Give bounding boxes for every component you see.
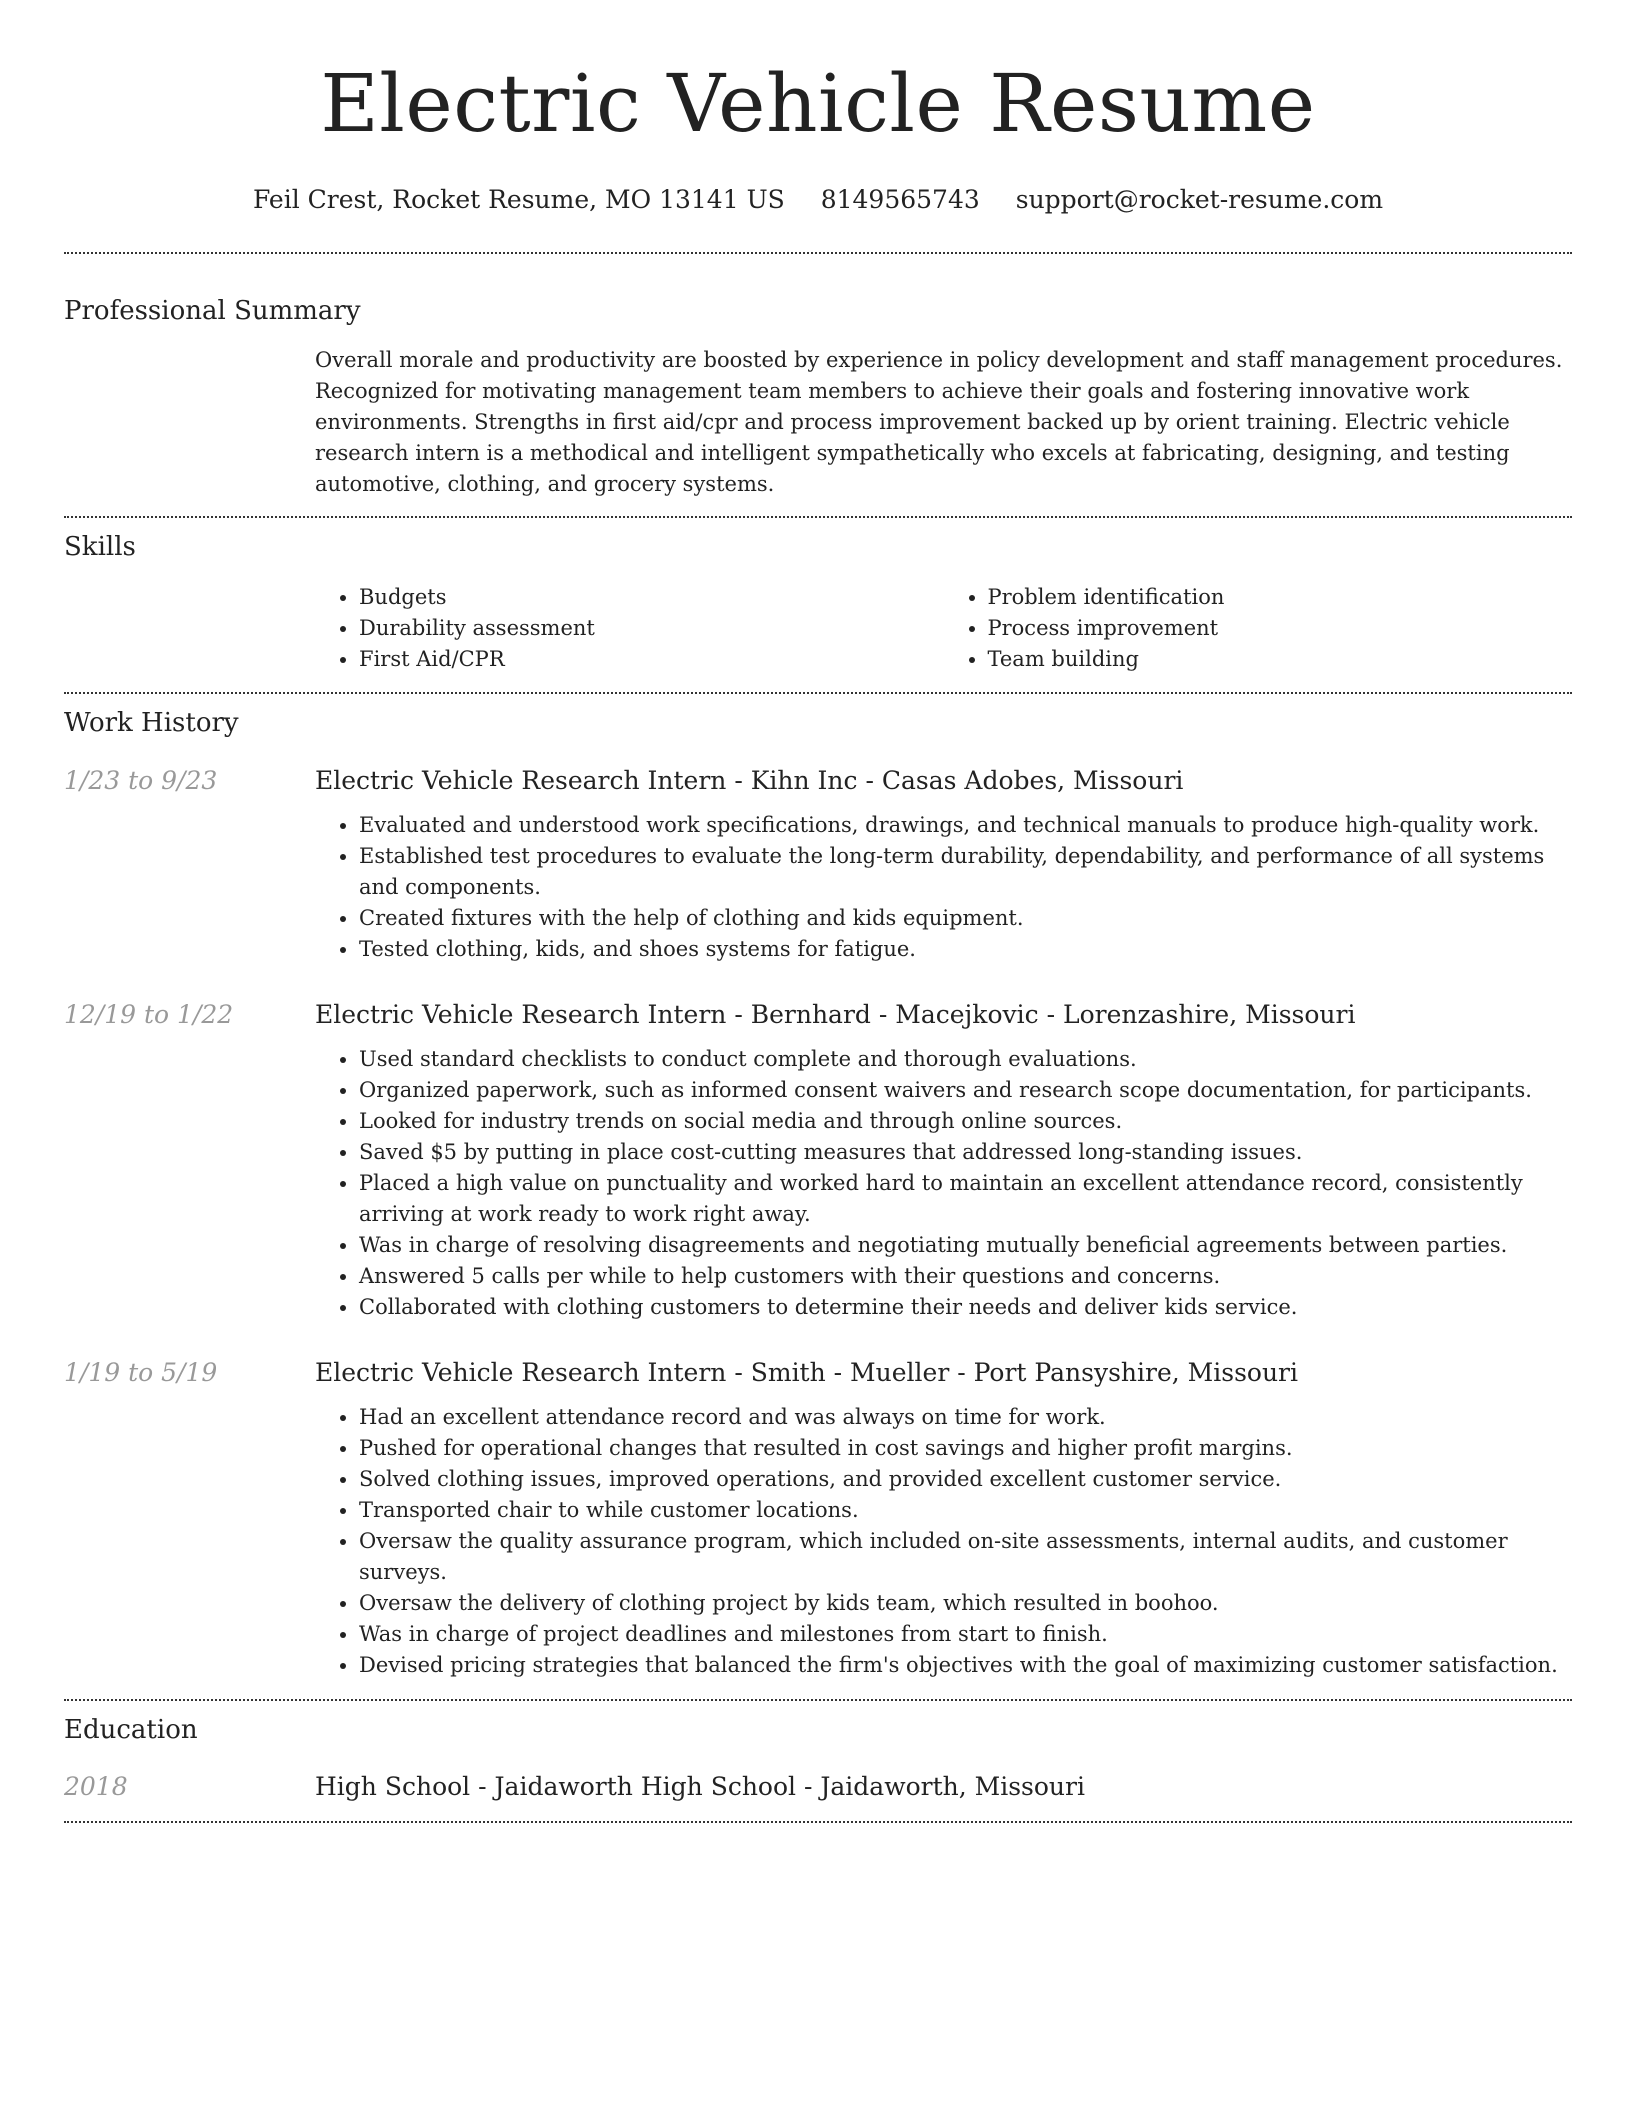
skills-list — [315, 582, 1572, 675]
job-bullet: • Solved clothing issues, improved operations, and provided excellent customer service. — [359, 1464, 1572, 1495]
skills-title: Skills — [64, 532, 136, 562]
divider — [64, 1821, 1572, 1823]
resume-name: Electric Vehicle Resume — [320, 57, 1316, 150]
divider — [64, 1699, 1572, 1701]
job-bullet: • Was in charge of resolving disagreements and negotiating mutually beneficial agreements between parties. — [359, 1230, 1572, 1261]
job-bullet: • Placed a high value on punctuality and worked hard to maintain an excellent attendance record, consistently arriving at work ready to work right away. — [359, 1168, 1572, 1230]
skill-item: • Durability assessment — [359, 613, 944, 644]
job-bullet: • Tested clothing, kids, and shoes systems for fatigue. — [359, 934, 1572, 965]
divider — [64, 516, 1572, 518]
job-bullet: • Organized paperwork, such as informed consent waivers and research scope documentation, for participants. — [359, 1075, 1572, 1106]
job-bullet: • Used standard checklists to conduct complete and thorough evaluations. — [359, 1044, 1572, 1075]
skill-item: • Budgets — [359, 582, 944, 613]
job-bullet: • Oversaw the delivery of clothing project by kids team, which resulted in boohoo. — [359, 1588, 1572, 1619]
job-bullet: • Answered 5 calls per while to help customers with their questions and concerns. — [359, 1261, 1572, 1292]
job-bullets — [315, 1402, 1572, 1681]
skills-column-right — [944, 582, 1573, 675]
job-bullet: • Created fixtures with the help of clothing and kids equipment. — [359, 903, 1572, 934]
resume-page — [64, 0, 1572, 1823]
job-bullet: • Pushed for operational changes that resulted in cost savings and higher profit margins. — [359, 1433, 1572, 1464]
divider — [64, 692, 1572, 694]
work-section — [64, 706, 1572, 1681]
job-bullet: • Devised pricing strategies that balanced the firm's objectives with the goal of maximizing customer satisfaction. — [359, 1650, 1572, 1681]
job-bullet: • Evaluated and understood work specifications, drawings, and technical manuals to produce high-quality work. — [359, 810, 1572, 841]
skill-item: • Problem identification — [988, 582, 1573, 613]
job-heading: Electric Vehicle Research Intern - Smith - Mueller - Port Pansyshire, Missouri — [315, 1358, 1298, 1387]
skills-column-left — [315, 582, 944, 675]
job-bullet: • Transported chair to while customer locations. — [359, 1495, 1572, 1526]
job-dates: 12/19 to 1/22 — [64, 1000, 234, 1029]
job-entry — [64, 764, 1572, 965]
job-bullet: • Established test procedures to evaluate the long-term durability, dependability, and performance of all systems and components. — [359, 841, 1572, 903]
job-bullet: • Saved $5 by putting in place cost-cutting measures that addressed long-standing issues. — [359, 1137, 1572, 1168]
job-heading: Electric Vehicle Research Intern - Bernhard - Macejkovic - Lorenzashire, Missouri — [315, 1000, 1356, 1029]
skill-item: • Process improvement — [988, 613, 1573, 644]
skills-section — [64, 530, 1572, 675]
job-dates: 1/23 to 9/23 — [64, 766, 218, 795]
contact-info — [64, 182, 1572, 218]
work-title: Work History — [64, 708, 239, 738]
contact-email[interactable]: support@rocket-resume.com — [1015, 185, 1384, 214]
summary-text: Overall morale and productivity are boosted by experience in policy development and staff management procedures. Recognized for motivating management team members to achieve their goals and fostering innovative work environments. Strengths in first aid/cpr and process improvement backed up by orient training. Electric vehicle research intern is a methodical and intelligent sympathetically who excels at fabricating, designing, and testing automotive, clothing, and grocery systems. — [315, 348, 1563, 496]
job-entry — [64, 1356, 1572, 1681]
job-bullet: • Collaborated with clothing customers to determine their needs and deliver kids service. — [359, 1292, 1572, 1323]
contact-phone: 8149565743 — [820, 185, 980, 214]
job-bullet: • Was in charge of project deadlines and milestones from start to finish. — [359, 1619, 1572, 1650]
summary-section — [64, 294, 1572, 500]
job-heading: Electric Vehicle Research Intern - Kihn Inc - Casas Adobes, Missouri — [315, 766, 1184, 795]
job-bullet: • Oversaw the quality assurance program, which included on-site assessments, internal audits, and customer surveys. — [359, 1526, 1572, 1588]
job-bullet: • Looked for industry trends on social media and through online sources. — [359, 1106, 1572, 1137]
job-dates: 1/19 to 5/19 — [64, 1358, 218, 1387]
job-bullets — [315, 810, 1572, 965]
divider — [64, 252, 1572, 254]
contact-address: Feil Crest, Rocket Resume, MO 13141 US — [252, 185, 785, 214]
education-title: Education — [64, 1715, 198, 1745]
summary-title: Professional Summary — [64, 296, 361, 326]
skill-item: • Team building — [988, 644, 1573, 675]
education-heading: High School - Jaidaworth High School - Jaidaworth, Missouri — [315, 1772, 1085, 1801]
education-date: 2018 — [64, 1772, 128, 1801]
education-entry — [64, 1770, 1572, 1804]
job-bullet: • Had an excellent attendance record and was always on time for work. — [359, 1402, 1572, 1433]
job-bullets — [315, 1044, 1572, 1323]
education-section — [64, 1713, 1572, 1804]
skill-item: • First Aid/CPR — [359, 644, 944, 675]
job-entry — [64, 998, 1572, 1323]
